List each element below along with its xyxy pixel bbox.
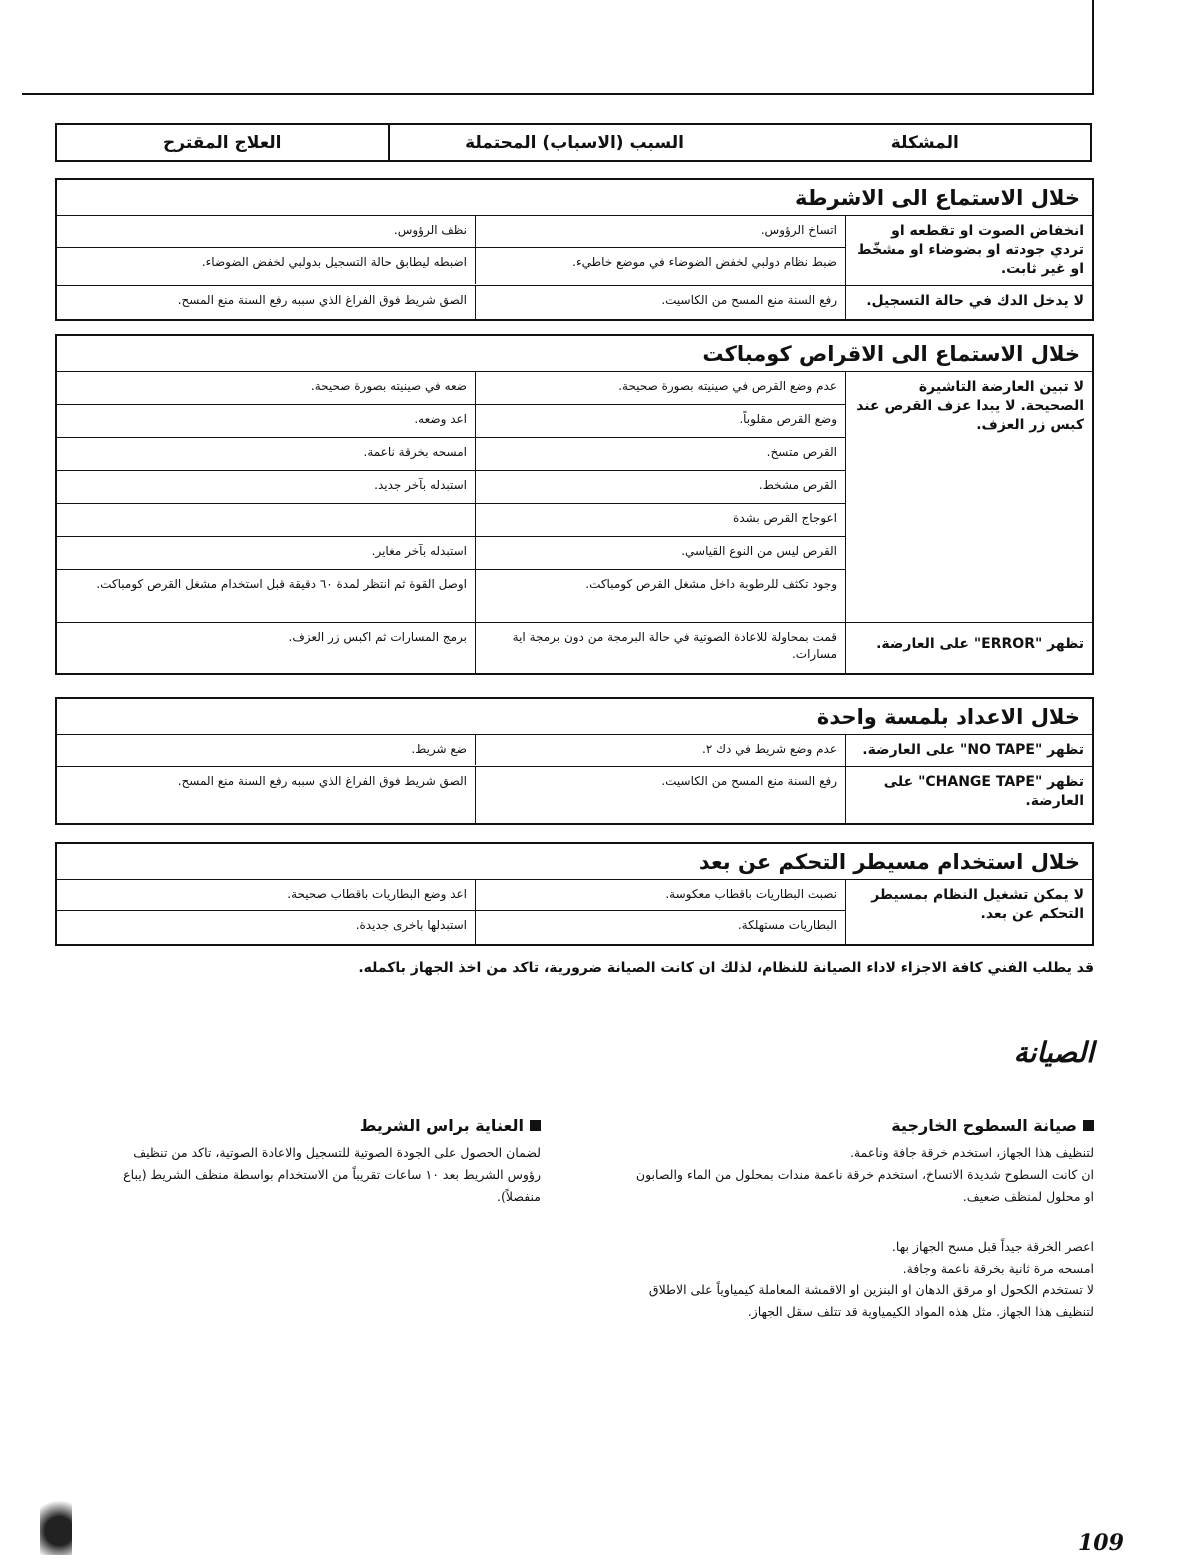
square-bullet-icon [1083,1120,1094,1131]
exterior-p5: لا تستخدم الكحول او مرقق الدهان او البنزين او الاقمشة المعاملة كيمياوياً على الاطلاق لتنظيف هذا الجهاز. مثل هذه المواد الكيمياوية قد تتلف سقل الجهاز. [648,1282,1094,1320]
table-row [57,286,845,319]
cause-cell: وجود تكثف للرطوبة داخل مشغل القرص كومباكت. [475,570,845,622]
problem-text: انخفاض الصوت او تقطعه او تردي جودته او بضوضاء او مشخّط او غير ثابت. [845,216,1092,285]
table-row [57,623,845,673]
section-title: خلال الاعداد بلمسة واحدة [57,699,1092,735]
section-remote-control [55,842,1094,946]
problem-block [57,286,1092,319]
cause-cell: وضع القرص مقلوباً. [475,405,845,437]
maintenance-title: الصيانة [1013,1036,1094,1069]
heads-p1: لضمان الحصول على الجودة الصوتية للتسجيل والاعادة الصوتية، تاكد من تنظيف رؤوس الشريط بعد ١٠ ساعات تقريباً من الاستخدام بواسطة منظف الشريط (يباع منفصلاً). [123,1145,541,1204]
problem-text: تظهر "ERROR" على العارضة. [845,623,1092,673]
remedy-cell: الصق شريط فوق الفراغ الذي سببه رفع السنة منع المسح. [177,773,467,788]
remedy-cell: اوصل القوة ثم انتظر لمدة ٦٠ دقيقة قبل استخدام مشغل القرص كومباكت. [96,577,467,591]
problem-text: تظهر "CHANGE TAPE" على العارضة. [845,767,1092,823]
remedy-cell: الصق شريط فوق الفراغ الذي سببه رفع السنة منع المسح. [177,292,467,307]
problem-block [57,216,1092,286]
problem-text: لا يدخل الدك في حالة التسجيل. [845,286,1092,319]
remedy-cell: امسحه بخرقة ناعمة. [363,445,467,459]
cause-cell: اتساخ الرؤوس. [475,216,845,247]
problem-text: لا تبين العارضة التاشيرة الصحيحة. لا يبدا عزف القرص عند كبس زر العزف. [845,372,1092,622]
square-bullet-icon [530,1120,541,1131]
table-row [57,880,845,911]
table-row [57,537,845,570]
problem-block [57,372,1092,623]
table-header [55,123,1092,162]
exterior-p4: امسحه مرة ثانية بخرقة ناعمة وجافة. [902,1260,1094,1276]
heads-heading-text: العناية براس الشريط [359,1116,524,1135]
problem-block [57,767,1092,823]
remedy-cell: اعد وضعه. [414,412,467,426]
cause-cell: القرص ليس من النوع القياسي. [475,537,845,569]
exterior-p2: ان كانت السطوح شديدة الاتساخ، استخدم خرقة ناعمة مندات بمحلول من الماء والصابون او محلول لمنظف ضعيف. [635,1166,1094,1204]
table-row [57,911,845,944]
exterior-p1: لتنظيف هذا الجهاز، استخدم خرقة جافة وناعمة. [849,1145,1094,1160]
remedy-cell [57,504,475,536]
exterior-care-column [624,1112,1094,1323]
section-title: خلال استخدام مسيطر التحكم عن بعد [57,844,1092,880]
header-remedy: العلاج المقترح [163,132,282,153]
top-horizontal-rule [22,93,1094,95]
remedy-cell: نظف الرؤوس. [393,223,467,237]
section-title: خلال الاستماع الى الاقراص كومباكت [57,336,1092,372]
problem-text: تظهر "NO TAPE" على العارضة. [845,735,1092,766]
table-row [57,504,845,537]
problem-block [57,735,1092,767]
cause-cell: رفع السنة منع المسح من الكاسيت. [475,286,845,319]
section-tapes [55,178,1094,321]
section-title: خلال الاستماع الى الاشرطة [57,180,1092,216]
cause-cell: ضبط نظام دولبي لخفض الضوضاء في موضع خاطيء. [475,248,845,284]
problem-text: لا يمكن تشغيل النظام بمسيطر التحكم عن بعد. [845,880,1092,944]
table-row [57,372,845,405]
heads-heading [101,1112,541,1140]
section-one-touch [55,697,1094,825]
header-problem: المشكلة [890,132,959,153]
tape-head-care-column [101,1112,541,1208]
cause-cell: عدم وضع القرص في صينيته بصورة صحيحة. [475,372,845,404]
remedy-cell: استبدله بآخر مغاير. [371,544,467,558]
table-row [57,471,845,504]
cause-cell: نصبت البطاريات باقطاب معكوسة. [475,880,845,910]
header-cause: السبب (الاسباب) المحتملة [388,125,760,160]
remedy-cell: اضبطه ليطابق حالة التسجيل بدولبي لخفض الضوضاء. [201,255,467,269]
table-row [57,438,845,471]
remedy-cell: استبدلها باخرى جديدة. [355,918,467,932]
top-vertical-rule [1092,0,1094,95]
service-note: قد يطلب الفني كافة الاجزاء لاداء الصيانة للنظام، لذلك ان كانت الصيانة ضرورية، تاكد من اخذ الجهاز باكمله. [358,960,1094,976]
cause-cell: القرص مشخط. [475,471,845,503]
table-row [57,735,845,765]
remedy-cell: برمج المسارات ثم اكبس زر العزف. [288,630,467,644]
remedy-cell: ضعه في صينيته بصورة صحيحة. [310,379,467,393]
exterior-heading [624,1112,1094,1140]
problem-block [57,623,1092,673]
remedy-cell: ضع شريط. [411,742,467,756]
table-row [57,570,845,622]
table-row [57,767,845,823]
exterior-heading-text: صيانة السطوح الخارجية [891,1116,1077,1135]
cause-cell: رفع السنة منع المسح من الكاسيت. [475,767,845,823]
cause-cell: القرص متسخ. [475,438,845,470]
remedy-cell: استبدله بآخر جديد. [374,478,467,492]
cause-cell: قمت بمحاولة للاعادة الصوتية في حالة البرمجة من دون برمجة اية مسارات. [475,623,845,673]
table-row [57,216,845,248]
problem-block [57,880,1092,944]
scan-smudge [40,1495,72,1555]
page-number: 109 [1078,1530,1124,1556]
section-compact-discs [55,334,1094,675]
cause-cell: اعوجاج القرص بشدة [475,504,845,536]
remedy-cell: اعد وضع البطاريات باقطاب صحيحة. [287,887,467,901]
exterior-p3: اعصر الخرقة جيداً قبل مسح الجهاز بها. [891,1238,1094,1254]
cause-cell: البطاريات مستهلكة. [475,911,845,944]
table-row [57,248,845,284]
cause-cell: عدم وضع شريط في دك ٢. [475,735,845,765]
table-row [57,405,845,438]
